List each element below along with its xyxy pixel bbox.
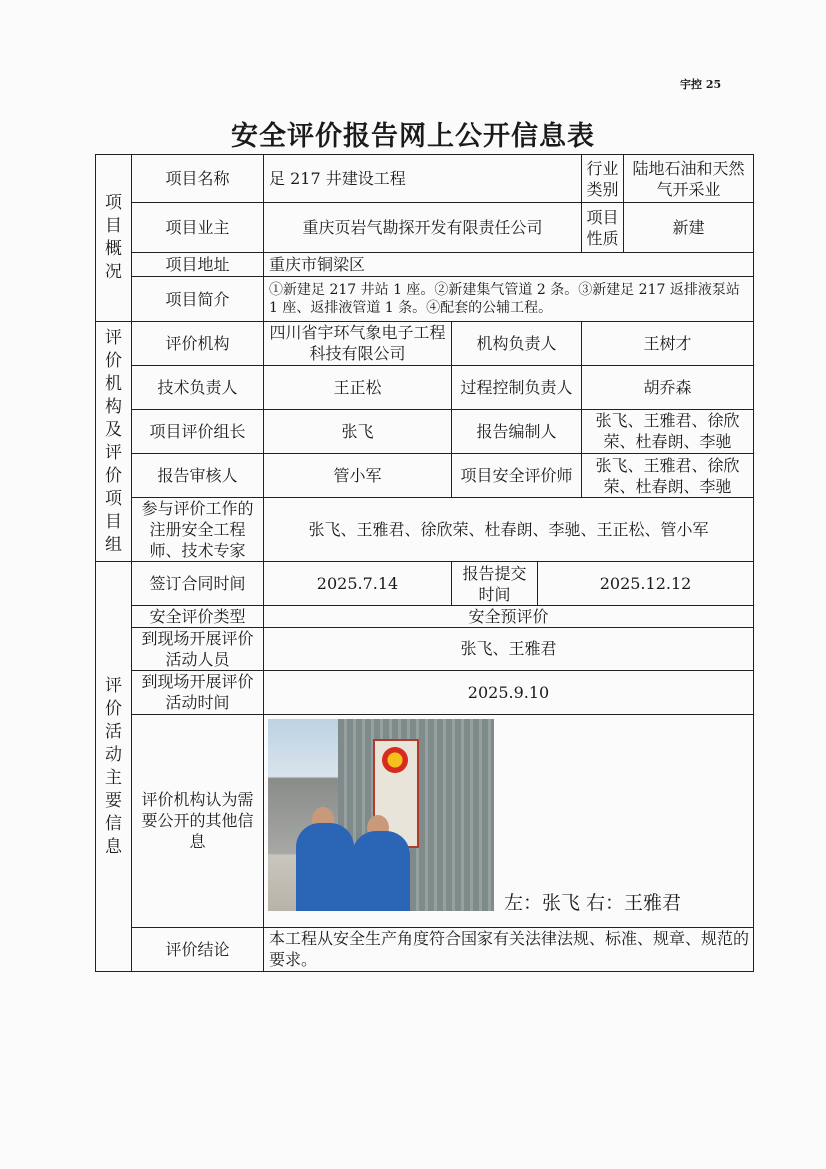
agency-value: 四川省宇环气象电子工程科技有限公司 [264, 321, 452, 365]
experts-label: 参与评价工作的注册安全工程师、技术专家 [132, 498, 264, 562]
visit-date-label: 到现场开展评价活动时间 [132, 670, 264, 714]
person-left [296, 823, 354, 911]
agency-label: 评价机构 [132, 321, 264, 365]
editor-value: 张飞、王雅君、徐欣荣、杜春朗、李驰 [582, 409, 754, 453]
tech-value: 王正松 [264, 365, 452, 409]
company-logo-icon [382, 747, 408, 773]
other-info-label: 评价机构认为需要公开的其他信息 [132, 714, 264, 927]
site-photo [268, 719, 494, 911]
conclusion-label: 评价结论 [132, 927, 264, 971]
experts-value: 张飞、王雅君、徐欣荣、杜春朗、李驰、王正松、管小军 [264, 498, 754, 562]
reviewer-value: 管小军 [264, 454, 452, 498]
info-table [95, 154, 754, 972]
tech-label: 技术负责人 [132, 365, 264, 409]
contract-value: 2025.7.14 [264, 562, 452, 605]
brief-label: 项目简介 [132, 277, 264, 321]
submit-label: 报告提交时间 [452, 562, 538, 605]
project-name-value: 足 217 井建设工程 [264, 155, 582, 203]
project-name-label: 项目名称 [132, 155, 264, 203]
visit-date-value: 2025.9.10 [264, 670, 754, 714]
person-right [352, 831, 410, 911]
type-value: 安全预评价 [264, 605, 754, 627]
document-code: 宇控 25 [680, 78, 722, 91]
head-label: 机构负责人 [452, 321, 582, 365]
assessor-value: 张飞、王雅君、徐欣荣、杜春朗、李驰 [582, 454, 754, 498]
nature-label: 项目性质 [582, 203, 624, 253]
owner-value: 重庆页岩气勘探开发有限责任公司 [264, 203, 582, 253]
photo-caption: 左：张飞 右：王雅君 [504, 891, 682, 914]
address-label: 项目地址 [132, 253, 264, 277]
section-activity: 评价活动主要信息 [96, 562, 132, 972]
head-value: 王树才 [582, 321, 754, 365]
leader-label: 项目评价组长 [132, 409, 264, 453]
leader-value: 张飞 [264, 409, 452, 453]
submit-value: 2025.12.12 [538, 562, 754, 605]
other-info-value [264, 714, 754, 927]
process-value: 胡乔森 [582, 365, 754, 409]
staff-label: 到现场开展评价活动人员 [132, 627, 264, 670]
process-label: 过程控制负责人 [452, 365, 582, 409]
contract-label: 签订合同时间 [132, 562, 264, 605]
conclusion-value: 本工程从安全生产角度符合国家有关法律法规、标准、规章、规范的要求。 [264, 927, 754, 971]
industry-label: 行业类别 [582, 155, 624, 203]
reviewer-label: 报告审核人 [132, 454, 264, 498]
type-label: 安全评价类型 [132, 605, 264, 627]
owner-label: 项目业主 [132, 203, 264, 253]
address-value: 重庆市铜梁区 [264, 253, 754, 277]
brief-value: ①新建足 217 井站 1 座。②新建集气管道 2 条。③新建足 217 返排液泵站 1 座、返排液管道 1 条。④配套的公辅工程。 [264, 277, 754, 321]
section-overview: 项目概况 [96, 155, 132, 322]
nature-value: 新建 [624, 203, 754, 253]
page-title: 安全评价报告网上公开信息表 [231, 121, 595, 152]
section-org: 评价机构及评价项目组 [96, 321, 132, 562]
editor-label: 报告编制人 [452, 409, 582, 453]
assessor-label: 项目安全评价师 [452, 454, 582, 498]
staff-value: 张飞、王雅君 [264, 627, 754, 670]
industry-value: 陆地石油和天然气开采业 [624, 155, 754, 203]
